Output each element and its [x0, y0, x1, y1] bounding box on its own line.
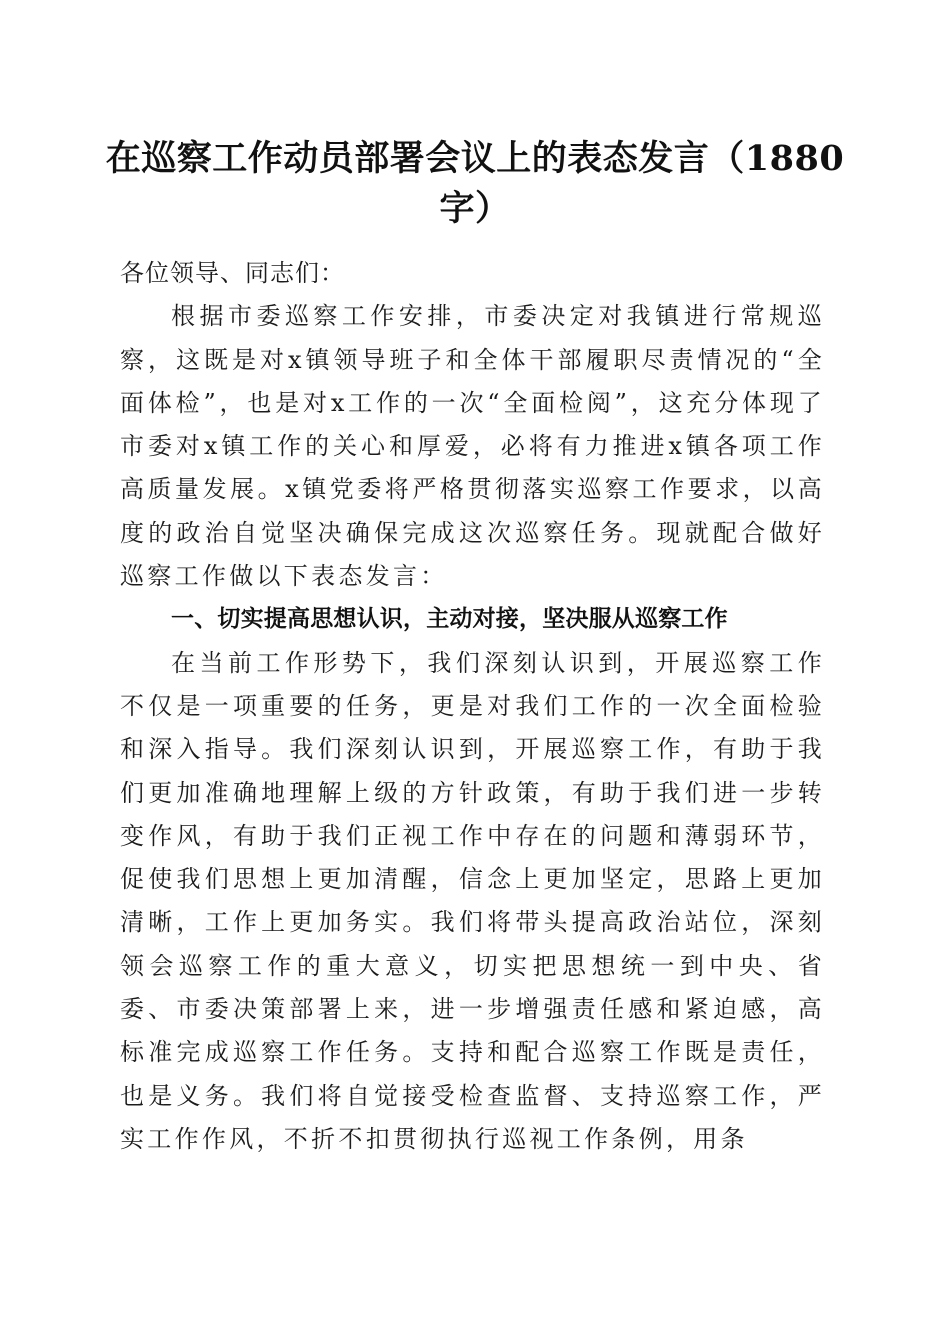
intro-paragraph: 根据市委巡察工作安排，市委决定对我镇进行常规巡察，这既是对x镇领导班子和全体干部履职尽责情况的“全面体检”，也是对x工作的一次“全面检阅”，这充分体现了市委对x镇工作的关心和厚爱，必将有力推进x镇各项工作高质量发展。x镇党委将严格贯彻落实巡察工作要求，以高度的政治自觉坚决确保完成这次巡察任务。现就配合做好巡察工作做以下表态发言：: [120, 302, 825, 591]
document-title: 在巡察工作动员部署会议上的表态发言（1880字）: [105, 138, 845, 229]
section-1-paragraph: 在当前工作形势下，我们深刻认识到，开展巡察工作不仅是一项重要的任务，更是对我们工作的一次全面检验和深入指导。我们深刻认识到，开展巡察工作，有助于我们更加准确地理解上级的方针政策，有助于我们进一步转变作风，有助于我们正视工作中存在的问题和薄弱环节，促使我们思想上更加清醒，信念上更加坚定，思路上更加清晰，工作上更加务实。我们将带头提高政治站位，深刻领会巡察工作的重大意义，切实把思想统一到中央、省委、市委决策部署上来，进一步增强责任感和紧迫感，高标准完成巡察工作任务。支持和配合巡察工作既是责任，也是义务。我们将自觉接受检查监督、支持巡察工作，严实工作作风，不折不扣贯彻执行巡视工作条例，用条: [120, 648, 825, 1153]
salutation: 各位领导、同志们：: [120, 259, 345, 287]
document-body: [120, 252, 825, 1161]
section-heading-1: 一、切实提高思想认识，主动对接，坚决服从巡察工作: [171, 606, 728, 633]
